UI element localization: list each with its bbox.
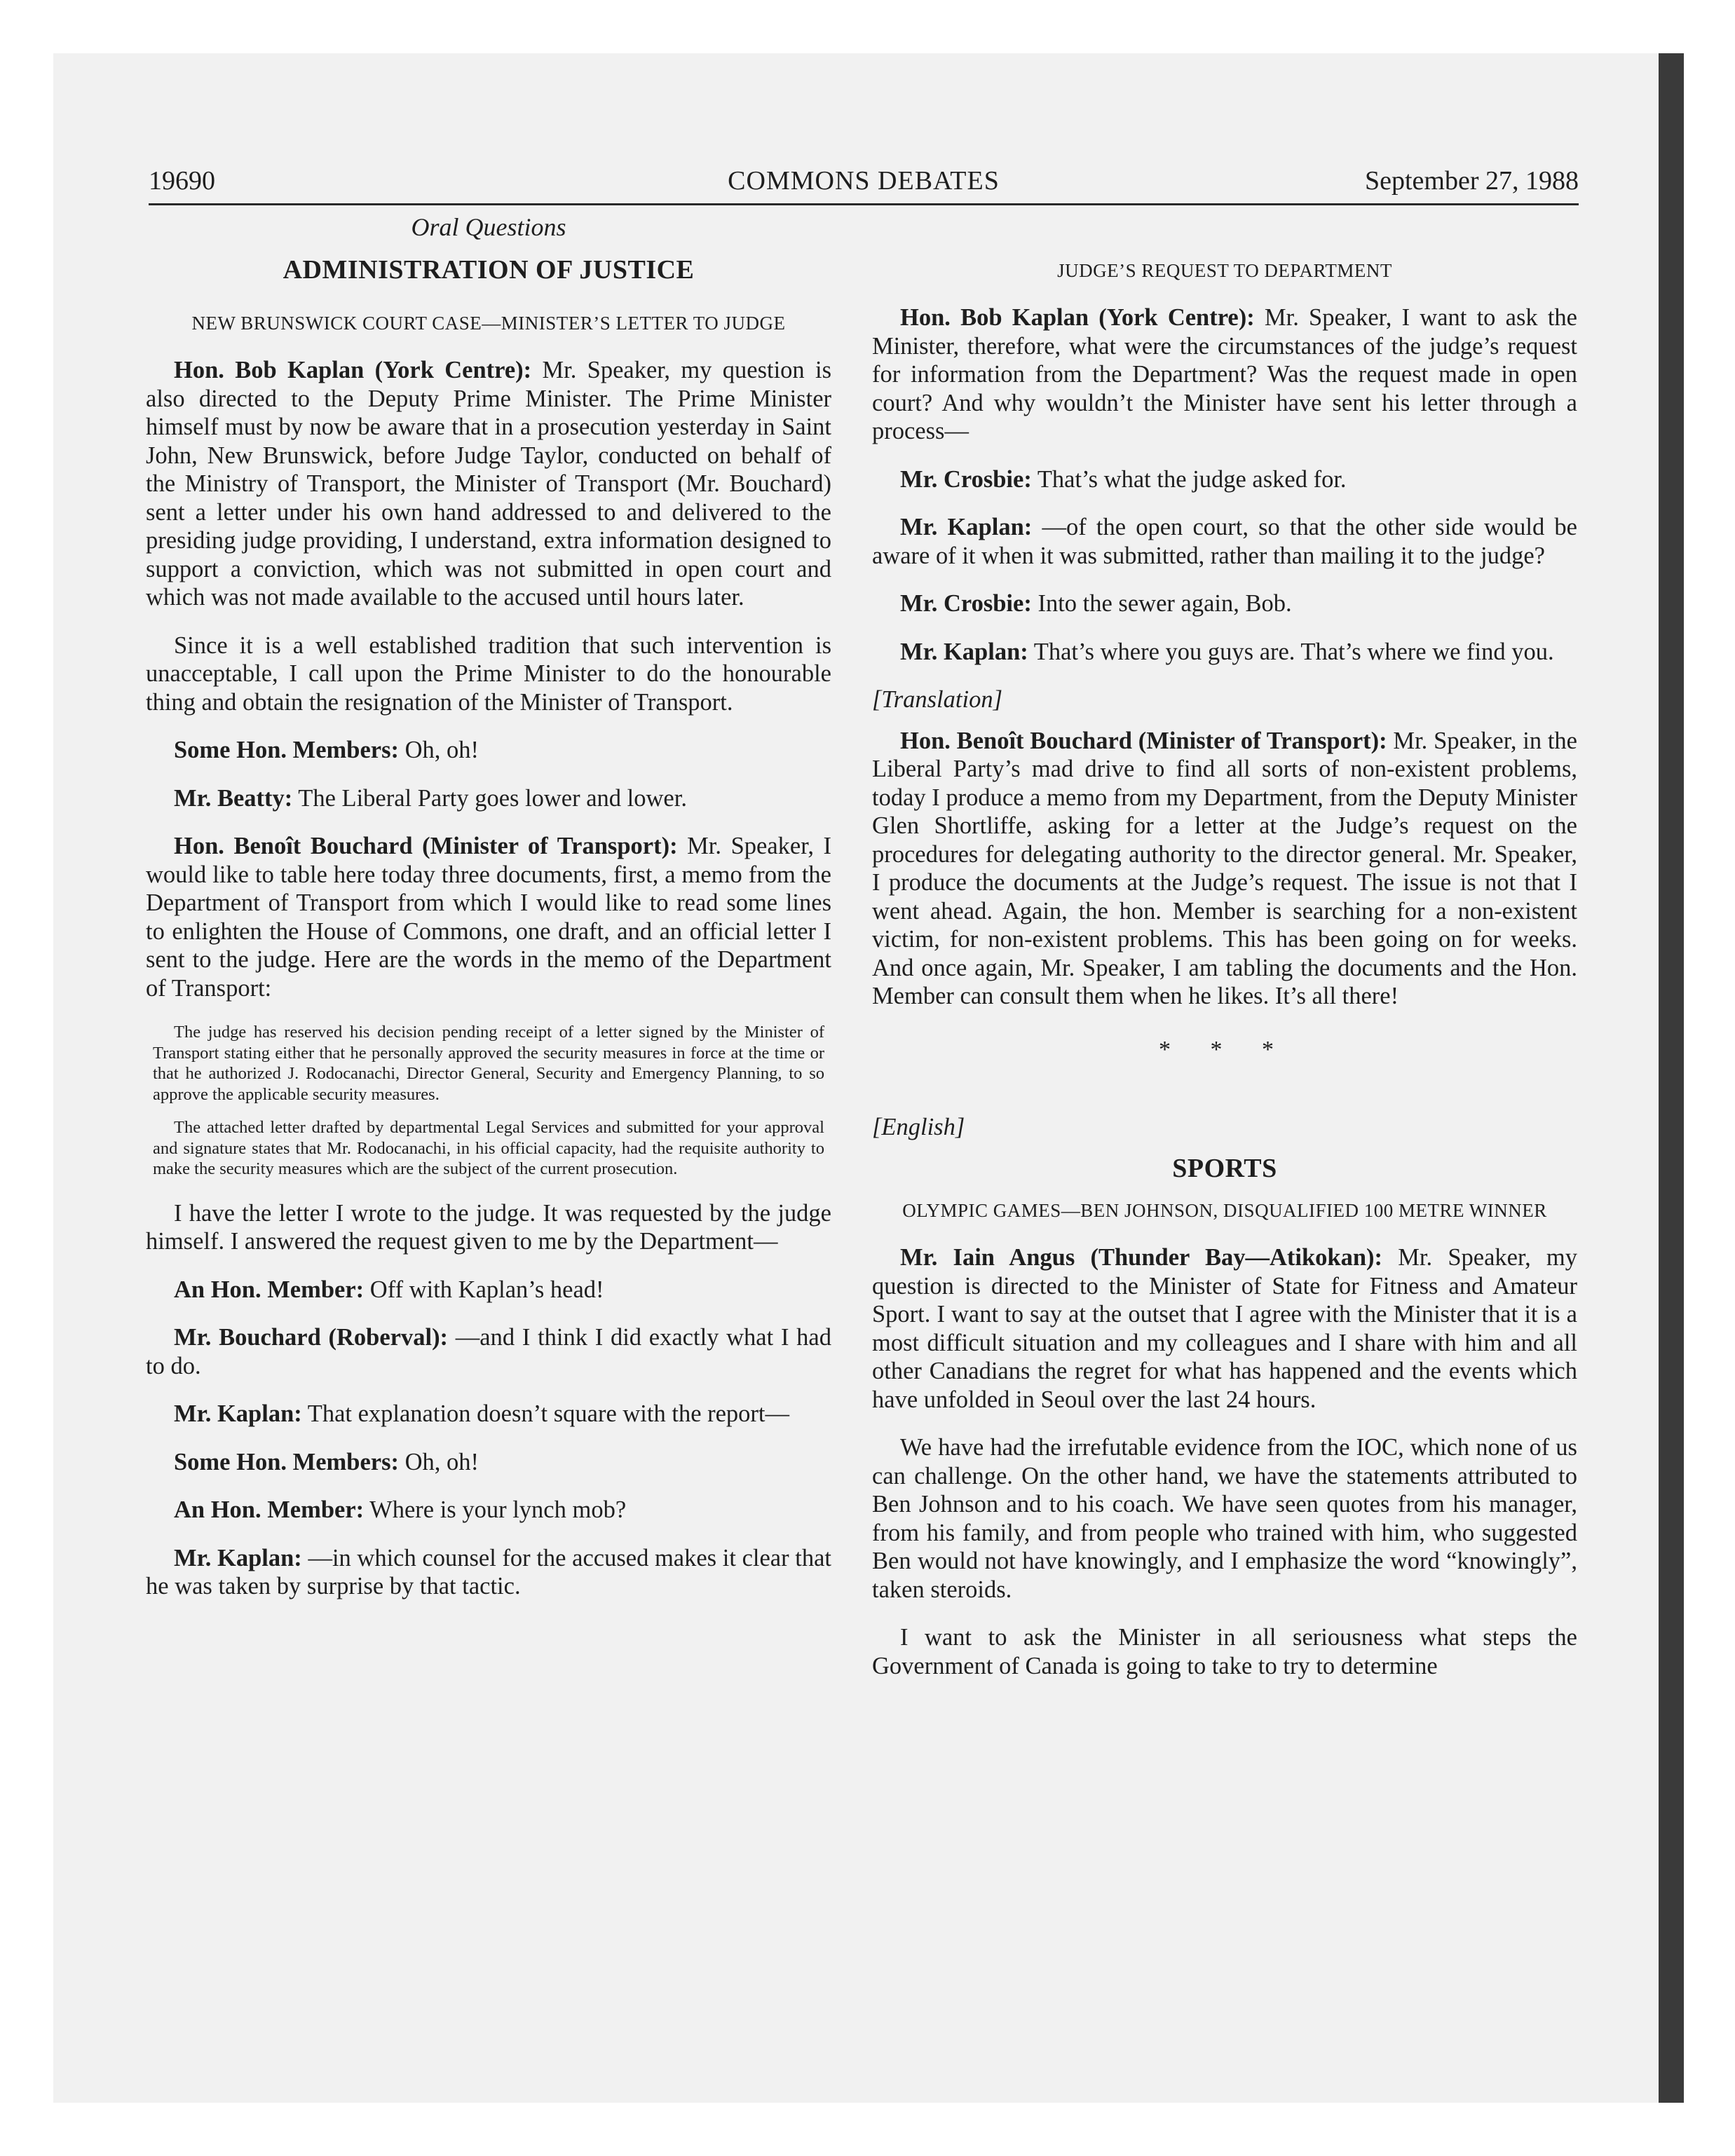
speaker: Hon. Bob Kaplan (York Centre): [900, 304, 1255, 331]
block-quote: The judge has reserved his decision pending receipt of a letter signed by the Minister of Transport stating either that he personally approved the security measures in force at the time or that he authorized J. Rodocanachi, Director General, Security and Emergency Planning, to so approve the applicable security measures. [153, 1023, 824, 1104]
paragraph: I want to ask the Minister in all seriousness what steps the Government of Canada is going to take to try to determine [872, 1624, 1577, 1679]
speech: Mr. Speaker, in the Liberal Party’s mad drive to find all sorts of non-existent problems, today I produce a memo from my Department, from the Deputy Minister Glen Shortliffe, asking for a letter at the Judge’s request on the procedures for delegating authority to the director general. Mr. Speaker, I produce the documents at the Judge’s request. The issue is not that I went ahead. Again, the hon. Member is searching for a non-existent victim, for non-existent problems. This has been going on for weeks. And once again, Mr. Speaker, I am tabling the documents and the Hon. Member can consult them when he likes. It’s all there! [872, 727, 1577, 1009]
speaker: Some Hon. Members: [174, 737, 399, 763]
heading: ADMINISTRATION OF JUSTICE [283, 254, 695, 285]
paragraph [146, 1276, 831, 1304]
speaker: Some Hon. Members: [174, 1448, 399, 1475]
paragraph [872, 638, 1577, 667]
page-header [149, 160, 1579, 205]
subheading: NEW BRUNSWICK COURT CASE—MINISTER’S LETTER TO JUDGE [191, 313, 786, 334]
paragraph: We have had the irrefutable evidence from the IOC, which none of us can challenge. On the other hand, we have the statements attributed to Ben Johnson and to his coach. We have seen quotes from his manager, from his family, and from people who trained with him, who suggested Ben would not have knowingly, and I emphasize the word “knowingly”, taken steroids. [872, 1434, 1577, 1603]
speech: That’s what the judge asked for. [1031, 465, 1347, 493]
speaker: Mr. Kaplan: [174, 1400, 302, 1427]
subheading: JUDGE’S REQUEST TO DEPARTMENT [1057, 260, 1392, 281]
speech: —in which counsel for the accused makes it clear that he was taken by surprise by that tactic. [146, 1544, 831, 1599]
paragraph [146, 1400, 831, 1428]
section-separator: * * * [1159, 1036, 1291, 1063]
scan-edge [1659, 53, 1684, 2103]
left-column [146, 210, 831, 1621]
speech: Mr. Speaker, my question is directed to the Minister of State for Fitness and Amateur Sport. I want to say at the outset that I agree with the Minister that it is a most difficult situation and my colleagues and I share with him and all other Canadians the regret for what has happened and the events which have unfolded in Seoul over the last 24 hours. [872, 1244, 1577, 1413]
speech: Oh, oh! [398, 737, 479, 763]
paragraph [146, 1448, 831, 1477]
speaker: Hon. Benoît Bouchard (Minister of Transport): [900, 727, 1387, 754]
publication-title: COMMONS DEBATES [728, 166, 1000, 196]
paragraph: I have the letter I wrote to the judge. It was requested by the judge himself. I answered the request given to me by the Department— [146, 1199, 831, 1255]
paragraph [872, 465, 1577, 494]
speech: —and I think I did exactly what I had to do. [146, 1324, 831, 1379]
paragraph [872, 513, 1577, 570]
speech: Mr. Speaker, I want to ask the Minister, therefore, what were the circumstances of the judge’s request for information from the Department? Was the request made in open court? And why wouldn’t the Minister have sent his letter through a process— [872, 304, 1577, 444]
speech: Into the sewer again, Bob. [1031, 590, 1292, 617]
speech: That explanation doesn’t square with the report— [301, 1400, 790, 1427]
speech: —of the open court, so that the other side would be aware of it when it was submitted, rather than mailing it to the judge? [872, 514, 1577, 569]
right-column [872, 210, 1577, 1700]
page-date: September 27, 1988 [1364, 166, 1579, 196]
paragraph: Since it is a well established tradition that such intervention is unacceptable, I call upon the Prime Minister to do the honourable thing and obtain the resignation of the Minister of Transport. [146, 632, 831, 716]
speaker: Mr. Kaplan: [900, 638, 1028, 665]
heading: SPORTS [1172, 1153, 1277, 1183]
paragraph [146, 736, 831, 765]
speech: Where is your lynch mob? [364, 1496, 627, 1523]
subheading: OLYMPIC GAMES—BEN JOHNSON, DISQUALIFIED 100 METRE WINNER [902, 1200, 1547, 1221]
paragraph [872, 589, 1577, 618]
speaker: Mr. Iain Angus (Thunder Bay—Atikokan): [900, 1244, 1383, 1271]
paragraph [872, 727, 1577, 1011]
speaker: Mr. Kaplan: [900, 514, 1033, 540]
speaker: Mr. Crosbie: [900, 465, 1032, 493]
paragraph [146, 356, 831, 612]
speaker: Hon. Benoît Bouchard (Minister of Transport): [174, 833, 678, 859]
speaker: Mr. Kaplan: [174, 1544, 302, 1571]
paragraph [872, 303, 1577, 446]
speaker: Mr. Beatty: [174, 784, 293, 812]
speaker: An Hon. Member: [174, 1496, 365, 1523]
speaker: Mr. Bouchard (Roberval): [174, 1324, 449, 1351]
block-quote: The attached letter drafted by departmental Legal Services and submitted for your approval and signature states that Mr. Rodocanachi, in his official capacity, had the requisite authority to make the security measures which are the subject of the current prosecution. [153, 1118, 824, 1178]
paragraph [146, 1323, 831, 1380]
section-label: Oral Questions [411, 213, 566, 241]
page-number: 19690 [149, 166, 215, 196]
language-tag: [Translation] [872, 686, 1002, 713]
paragraph [146, 784, 831, 813]
paragraph [146, 1544, 831, 1601]
speech: The Liberal Party goes lower and lower. [292, 784, 687, 812]
speaker: An Hon. Member: [174, 1276, 365, 1303]
paragraph [146, 1496, 831, 1524]
speaker: Hon. Bob Kaplan (York Centre): [174, 357, 532, 383]
paragraph [872, 1243, 1577, 1414]
paragraph [146, 832, 831, 1002]
speech: Mr. Speaker, my question is also directed to the Deputy Prime Minister. The Prime Minister himself must by now be aware that in a prosecution yesterday in Saint John, New Brunswick, before Judge Taylor, conducted on behalf of the Ministry of Transport, the Minister of Transport (Mr. Bouchard) sent a letter under his own hand addressed to and delivered to the presiding judge providing, I understand, extra information designed to support a conviction, which was not submitted in open court and which was not made available to the accused until hours later. [146, 357, 831, 610]
language-tag: [English] [872, 1114, 965, 1140]
speech: Mr. Speaker, I would like to table here today three documents, first, a memo from the Department of Transport from which I would like to read some lines to enlighten the House of Commons, one draft, and an official letter I sent to the judge. Here are the words in the memo of the Department of Transport: [146, 833, 832, 1002]
speaker: Mr. Crosbie: [900, 590, 1032, 617]
speech: That’s where you guys are. That’s where we find you. [1028, 638, 1554, 665]
speech: Off with Kaplan’s head! [364, 1276, 604, 1303]
speech: Oh, oh! [398, 1448, 479, 1475]
